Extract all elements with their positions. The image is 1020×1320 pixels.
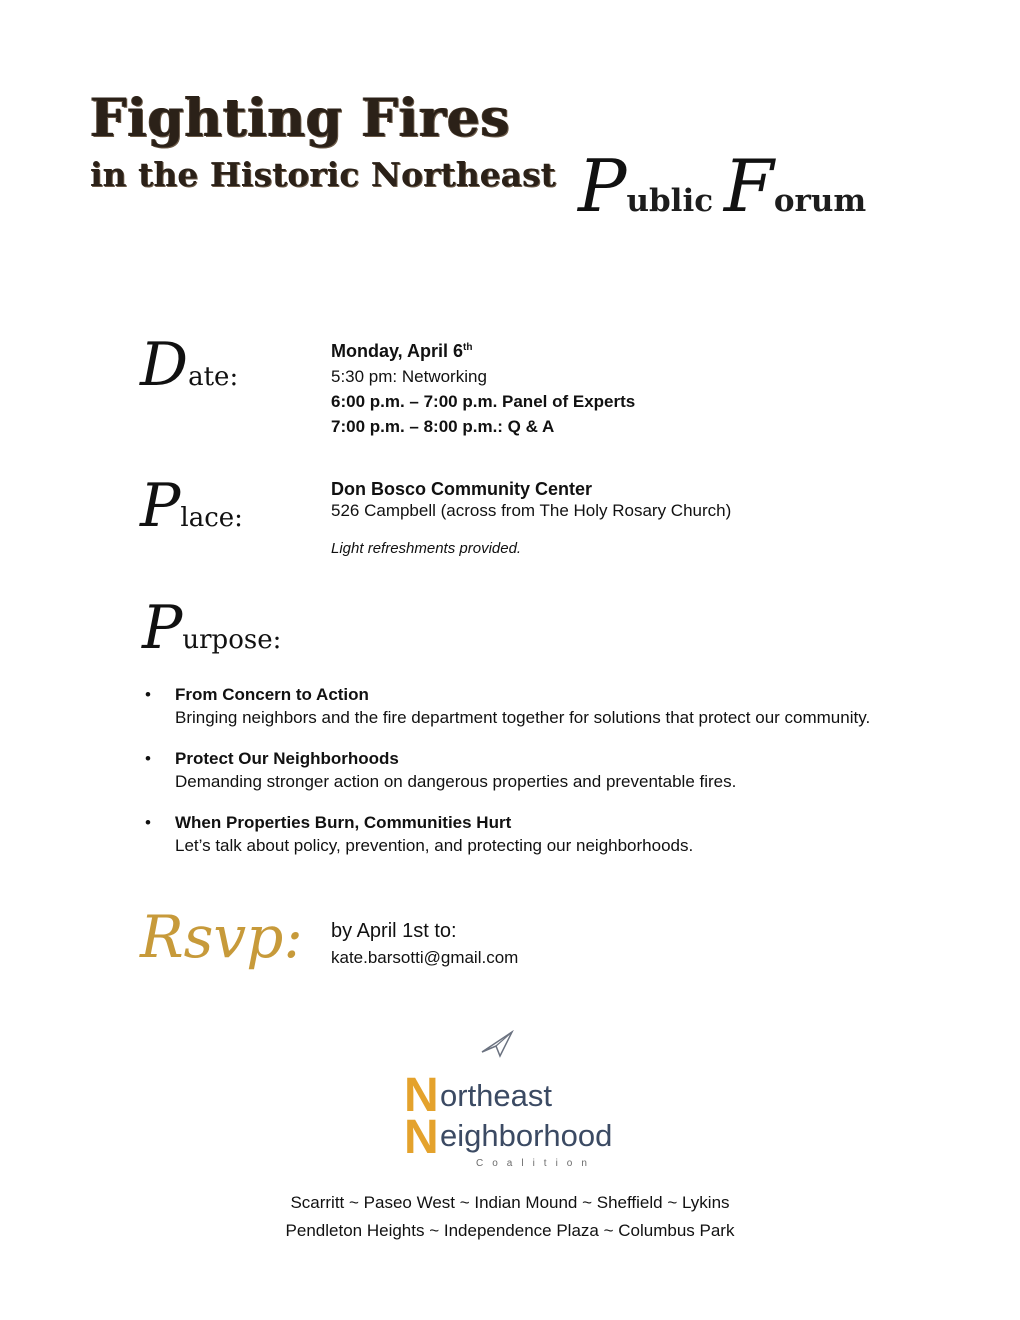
rsvp-deadline: by April 1st to: xyxy=(331,920,457,942)
place-label-rest: lace: xyxy=(180,503,243,533)
list-item xyxy=(145,747,985,793)
date-label-rest: ate: xyxy=(188,362,239,392)
purpose-item-title: When Properties Burn, Communities Hurt xyxy=(175,813,512,832)
bullet-dot: • xyxy=(145,813,151,832)
logo-n-2: N xyxy=(404,1111,439,1164)
list-item xyxy=(145,811,985,857)
event-title: Fighting Fires xyxy=(90,88,511,149)
place-address: 526 Campbell (across from The Holy Rosary Church) xyxy=(331,501,732,520)
date-line-networking: 5:30 pm: Networking xyxy=(331,367,487,386)
list-item xyxy=(145,683,985,729)
forum-cap-f: F xyxy=(723,144,774,228)
logo-word-neighborhood: eighborhood xyxy=(440,1118,613,1153)
purpose-label xyxy=(142,593,282,663)
purpose-item-title: Protect Our Neighborhoods xyxy=(175,749,399,768)
event-subtitle: in the Historic Northeast xyxy=(90,155,556,194)
date-label-cap: D xyxy=(140,330,189,400)
date-label xyxy=(140,330,239,400)
forum-cap-p: P xyxy=(578,144,627,228)
place-details xyxy=(331,478,731,522)
coalition-logo xyxy=(404,1030,644,1170)
bullet-dot: • xyxy=(145,685,151,704)
rsvp-label xyxy=(140,903,303,971)
date-day-text: Monday, April 6 xyxy=(331,341,464,361)
paper-plane-icon xyxy=(480,1030,514,1058)
bullet-dot: • xyxy=(145,749,151,768)
date-line-qa: 7:00 p.m. – 8:00 p.m.: Q & A xyxy=(331,417,555,436)
date-line-panel: 6:00 p.m. – 7:00 p.m. Panel of Experts xyxy=(331,392,636,411)
purpose-list xyxy=(145,683,985,875)
public-forum-heading xyxy=(578,144,867,228)
forum-rest-2: orum xyxy=(773,183,867,219)
date-day-sup: th xyxy=(463,342,473,353)
refreshments-note: Light refreshments provided. xyxy=(331,540,522,557)
logo-n-1: N xyxy=(404,1069,439,1122)
logo-coalition: Coalition xyxy=(476,1158,596,1169)
footer-neighborhoods-1: Scarritt ~ Paseo West ~ Indian Mound ~ Sheffield ~ Lykins xyxy=(290,1193,730,1212)
purpose-label-rest: urpose: xyxy=(182,625,282,655)
date-day xyxy=(331,335,635,364)
date-details xyxy=(331,335,635,439)
logo-word-northeast: ortheast xyxy=(440,1078,553,1113)
purpose-item-text: Bringing neighbors and the fire department together for solutions that protect our community. xyxy=(175,708,871,727)
footer-neighborhoods-2: Pendleton Heights ~ Independence Plaza ~ Columbus Park xyxy=(285,1221,735,1240)
rsvp-email[interactable]: kate.barsotti@gmail.com xyxy=(331,948,519,967)
purpose-item-text: Let’s talk about policy, prevention, and protecting our neighborhoods. xyxy=(175,836,694,855)
place-label-cap: P xyxy=(140,471,181,541)
rsvp-label-text: Rsvp: xyxy=(140,903,303,971)
place-name: Don Bosco Community Center xyxy=(331,479,593,499)
purpose-item-title: From Concern to Action xyxy=(175,685,369,704)
purpose-item-text: Demanding stronger action on dangerous properties and preventable fires. xyxy=(175,772,737,791)
forum-rest-1: ublic xyxy=(626,183,724,219)
purpose-label-cap: P xyxy=(142,593,183,663)
place-label xyxy=(140,471,243,541)
